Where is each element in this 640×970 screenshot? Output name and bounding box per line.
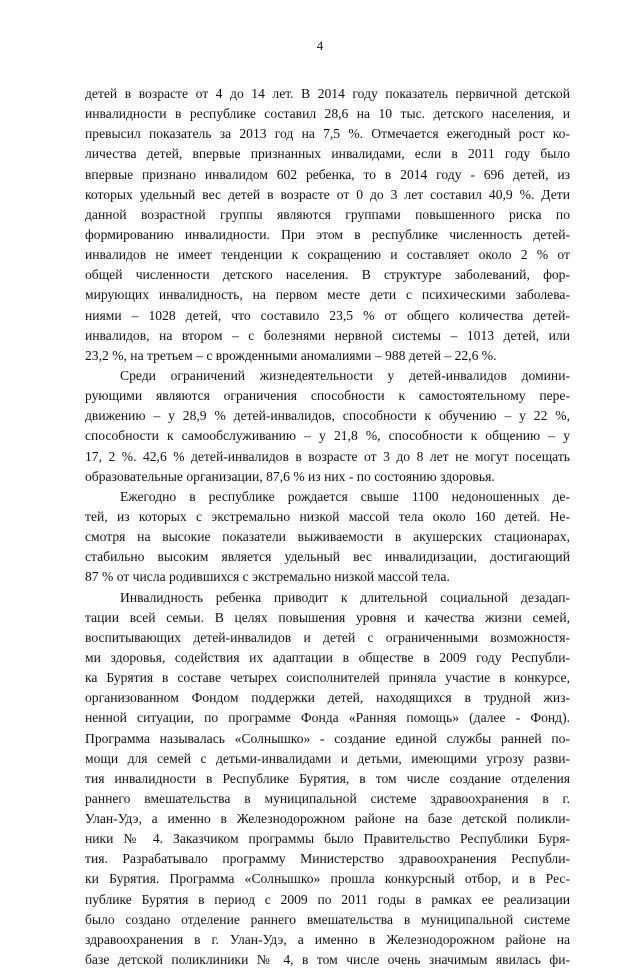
- text-line: Улан-Удэ, а именно в Железнодорожном районе на базе детской поликли-: [85, 811, 570, 827]
- text-line: инвалидов, на втором – с болезнями нервной системы – 1013 детей, или: [85, 327, 570, 343]
- text-line: личества детей, впервые признанных инвалидами, если в 2011 году было: [85, 146, 570, 162]
- text-line: воспитывающих детей-инвалидов и детей с ограниченными возможностя-: [85, 629, 570, 645]
- text-line: тей, из которых с экстремально низкой массой тела около 160 детей. Не-: [85, 508, 570, 524]
- text-line: смотря на высокие показатели выживаемости в акушерских стационарах,: [85, 529, 570, 545]
- text-line: публике Бурятия в период с 2009 по 2011 годы в рамках ее реализации: [85, 891, 570, 907]
- text-line: тия. Разрабатывало программу Министерство здравоохранения Республи-: [85, 851, 570, 867]
- text-line: было создано отделение раннего вмешательства в муниципальной системе: [85, 911, 570, 927]
- text-line: мирующих инвалидность, на первом месте дети с психическими заболева-: [85, 287, 570, 303]
- text-line: 17, 2 %. 42,6 % детей-инвалидов в возрасте от 3 до 8 лет не могут посещать: [85, 448, 570, 464]
- text-line: движению – у 28,9 % детей-инвалидов, способности к обучению – у 22 %,: [85, 408, 570, 424]
- text-line: базе детской поликлиники № 4, в том числе очень значимым явилась фи-: [85, 952, 570, 968]
- text-line: ниями – 1028 детей, что составило 23,5 % от общего количества детей-: [85, 307, 570, 323]
- document-body: [85, 84, 570, 970]
- text-line: Среди ограничений жизнедеятельности у детей-инвалидов домини-: [120, 367, 570, 383]
- text-line: детей в возрасте от 4 до 14 лет. В 2014 году показатель первичной детской: [85, 86, 570, 101]
- text-line: общей численности детского населения. В структуре заболеваний, фор-: [85, 267, 570, 283]
- text-line: данной возрастной группы являются группами повышенного риска по: [85, 206, 570, 222]
- text-line: 23,2 %, на третьем – с врожденными аномалиями – 988 детей – 22,6 %.: [85, 347, 497, 363]
- text-line: тия инвалидности в Республике Бурятия, в том числе создание отделения: [85, 770, 570, 786]
- text-line: организованном Фондом поддержки детей, находящихся в трудной жиз-: [85, 690, 570, 706]
- text-line: ники № 4. Заказчиком программы было Правительство Республики Буря-: [85, 831, 570, 847]
- text-line: рующими являются ограничения способности к самостоятельному пере-: [85, 388, 570, 404]
- text-line: которых удельный вес детей в возрасте от 0 до 3 лет составил 40,9 %. Дети: [85, 186, 570, 202]
- text-line: ми здоровья, содействия их адаптации в обществе в 2009 году Республи-: [85, 649, 570, 665]
- text-line: раннего вмешательства в муниципальной системе здравоохранения в г.: [85, 790, 570, 806]
- text-line: Программа называлась «Солнышко» - создание единой службы ранней по-: [85, 730, 570, 746]
- text-line: тации всей семьи. В целях повышения уровня и качества жизни семей,: [85, 609, 570, 625]
- paragraph: [85, 588, 570, 970]
- text-line: инвалидов не имеет тенденции к сокращению и составляет около 2 % от: [85, 247, 570, 263]
- text-line: ненной ситуации, по программе Фонда «Ранняя помощь» (далее - Фонд).: [85, 710, 570, 726]
- page-number: 4: [316, 38, 324, 53]
- text-line: Ежегодно в республике рождается свыше 1100 недоношенных де-: [120, 488, 570, 504]
- text-line: инвалидности в республике составил 28,6 на 10 тыс. детского населения, и: [85, 106, 570, 122]
- text-line: стабильно высоким является удельный вес инвалидизации, достигающий: [85, 549, 570, 565]
- text-line: Инвалидность ребенка приводит к длительной социальной дезадап-: [120, 589, 570, 605]
- paragraph: [85, 487, 570, 588]
- text-line: превысил показатель за 2013 год на 7,5 %. Отмечается ежегодный рост ко-: [85, 126, 570, 142]
- text-line: мощи для семей с детьми-инвалидами и детьми, имеющими угрозу разви-: [85, 750, 570, 766]
- text-line: ка Бурятия в составе четырех соисполнителей приняла участие в конкурсе,: [85, 670, 570, 686]
- text-line: ки Бурятия. Программа «Солнышко» прошла конкурсный отбор, и в Рес-: [85, 871, 570, 887]
- text-line: формированию инвалидности. При этом в республике численность детей-: [85, 226, 570, 242]
- text-line: способности к самообслуживанию – у 21,8 %, способности к общению – у: [85, 428, 570, 444]
- paragraph: [85, 366, 570, 487]
- text-line: образовательные организации, 87,6 % из них - по состоянию здоровья.: [85, 468, 495, 484]
- text-line: впервые признано инвалидом 602 ребенка, то в 2014 году - 696 детей, из: [85, 166, 570, 182]
- paragraph: [85, 84, 570, 366]
- text-line: здравоохранения в г. Улан-Удэ, а именно в Железнодорожном районе на: [85, 931, 570, 947]
- text-line: 87 % от числа родившихся с экстремально низкой массой тела.: [85, 569, 450, 585]
